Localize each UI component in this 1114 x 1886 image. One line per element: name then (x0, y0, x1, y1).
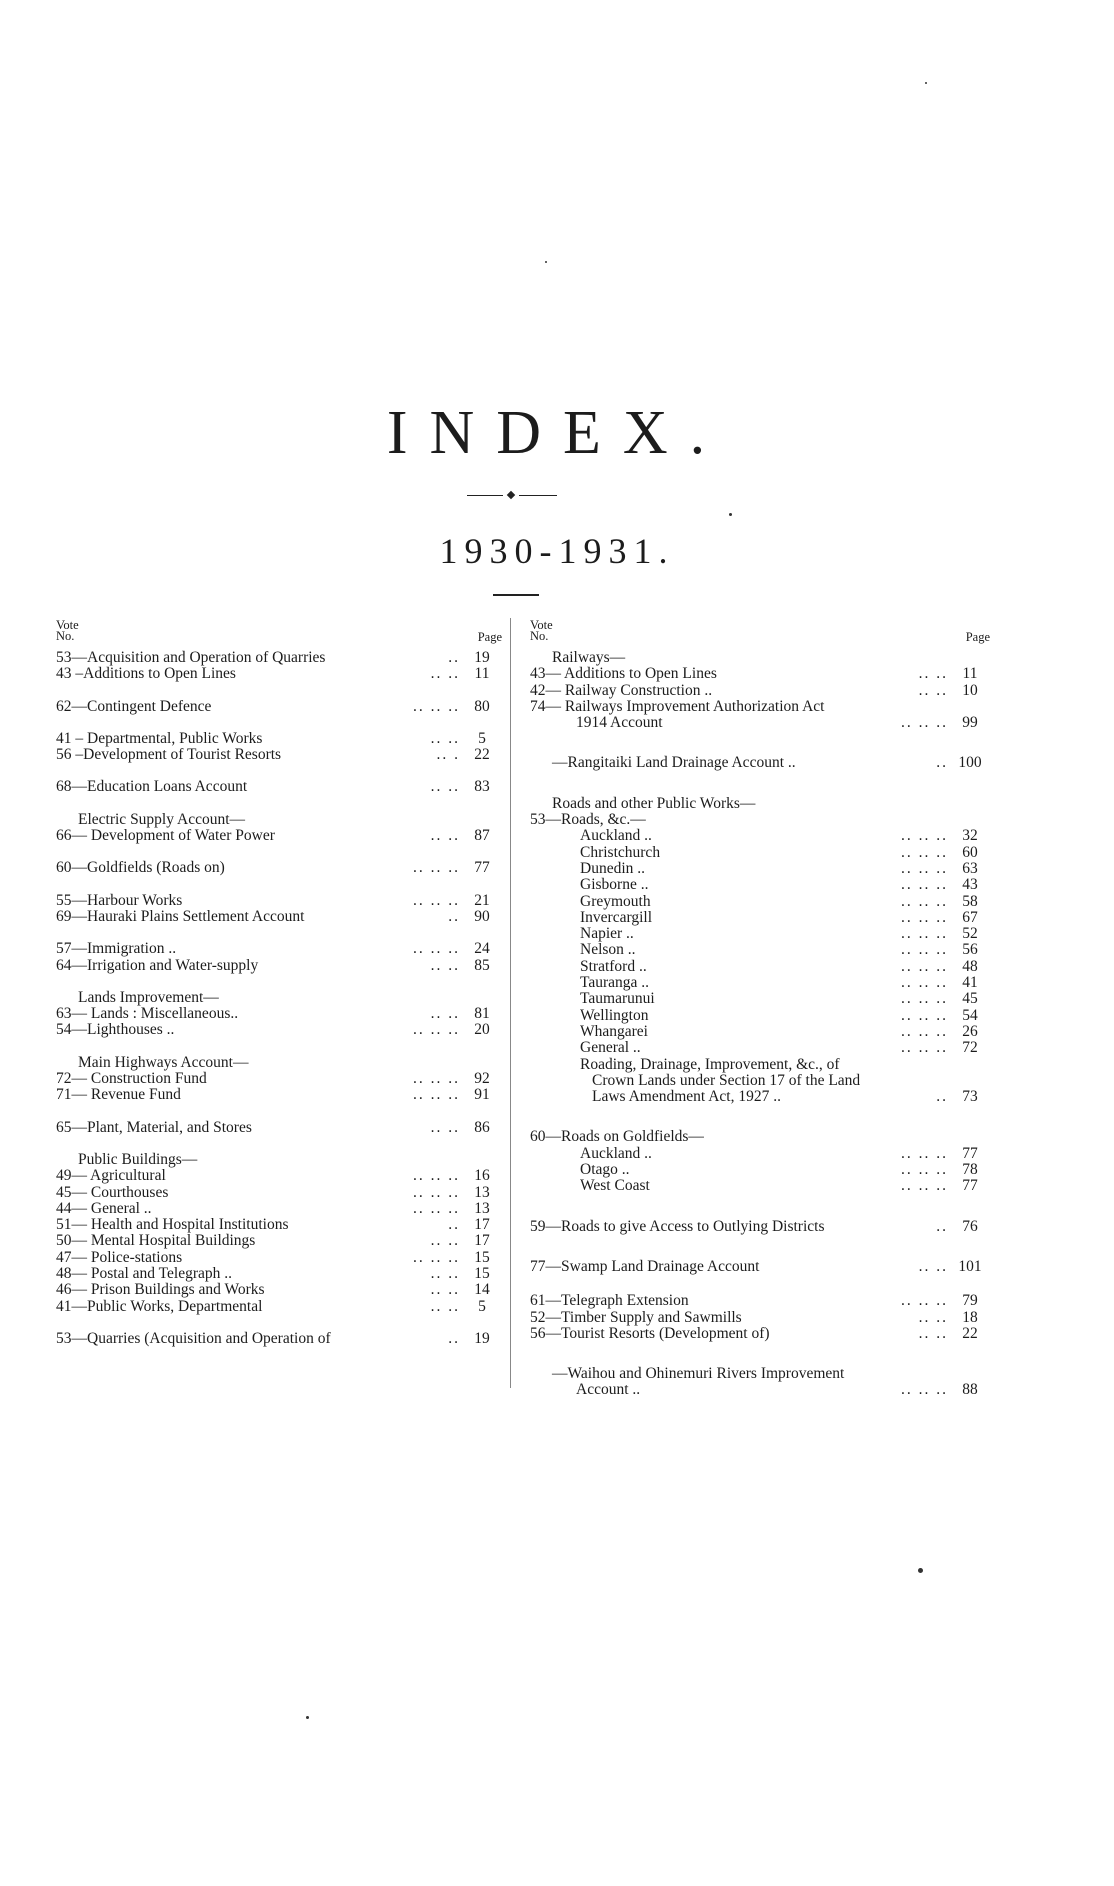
entry-spacer (56, 1315, 502, 1331)
entry-page-number: 80 (474, 697, 490, 715)
index-entry (530, 845, 990, 861)
index-entry (56, 1266, 502, 1282)
index-entry (530, 942, 990, 958)
index-entry (56, 1006, 502, 1022)
entry-page-number: 92 (474, 1070, 490, 1088)
entry-title: 61—Telegraph Extension (530, 1292, 689, 1310)
index-entry (530, 1057, 990, 1073)
leader-dots: .. .. .. (901, 876, 948, 894)
paper-speck (545, 261, 547, 263)
paper-speck (925, 82, 927, 84)
entry-title: Electric Supply Account— (78, 810, 246, 828)
entry-title: 44— General .. (56, 1199, 152, 1217)
entry-page-number: 81 (474, 1005, 490, 1023)
index-entry (530, 828, 990, 844)
entry-page-number: 90 (474, 907, 490, 925)
index-entry (530, 926, 990, 942)
entry-title: 46— Prison Buildings and Works (56, 1281, 265, 1299)
leader-dots: .. .. .. (413, 1248, 460, 1266)
leader-dots: .. .. .. (413, 1167, 460, 1185)
entry-page-number: 77 (474, 859, 490, 877)
entry-page-number: 24 (474, 940, 490, 958)
entry-title: 72— Construction Fund (56, 1070, 207, 1088)
leader-dots: .. .. .. (901, 1039, 948, 1057)
vote-heading (530, 620, 553, 642)
leader-dots: .. .. .. (901, 1292, 948, 1310)
entry-page-number: 76 (962, 1217, 978, 1235)
entry-spacer (56, 683, 502, 699)
leader-dots: .. .. .. (413, 940, 460, 958)
entry-title: Nelson .. (580, 941, 636, 959)
entry-title: Main Highways Account— (78, 1053, 249, 1071)
entry-page-number: 56 (962, 941, 978, 959)
index-entry (530, 666, 990, 682)
entry-title: 68—Education Loans Account (56, 778, 248, 796)
leader-dots: .. .. .. (901, 843, 948, 861)
index-entry (530, 1073, 990, 1089)
entry-title: 54—Lighthouses .. (56, 1021, 175, 1039)
entry-title: Auckland .. (580, 827, 652, 845)
index-entry (530, 1326, 990, 1342)
entry-page-number: 99 (962, 714, 978, 732)
entry-title: 49— Agricultural (56, 1167, 166, 1185)
leader-dots: .. .. .. (901, 941, 948, 959)
entry-title: Crown Lands under Section 17 of the Land (592, 1071, 861, 1089)
leader-dots: .. .. .. (901, 1022, 948, 1040)
index-entry (56, 1185, 502, 1201)
entry-title: 55—Harbour Works (56, 891, 183, 909)
entry-title: 41—Public Works, Departmental (56, 1297, 263, 1315)
index-entry (56, 893, 502, 909)
leader-dots: .. .. (430, 1281, 460, 1299)
entry-title: Taumarunui (580, 990, 655, 1008)
entry-spacer (56, 844, 502, 860)
entry-title: 41 – Departmental, Public Works (56, 729, 263, 747)
entry-title: Tauranga .. (580, 974, 650, 992)
leader-dots: .. .. .. (901, 1161, 948, 1179)
entry-spacer (56, 1136, 502, 1152)
entry-title: 56 –Development of Tourist Resorts (56, 746, 282, 764)
ornament-line-right (519, 495, 557, 496)
entry-page-number: 88 (962, 1381, 978, 1399)
index-entry (56, 1201, 502, 1217)
entry-page-number: 43 (962, 876, 978, 894)
title-ornament (467, 490, 557, 502)
entry-title: 74— Railways Improvement Authorization Act (530, 697, 825, 715)
index-entry (56, 1071, 502, 1087)
vote-no-label: No. (56, 629, 75, 643)
leader-dots: .. .. (430, 1232, 460, 1250)
entry-page-number: 10 (962, 681, 978, 699)
entry-page-number: 63 (962, 859, 978, 877)
index-entry (530, 877, 990, 893)
entry-page-number: 14 (474, 1281, 490, 1299)
entry-title: 71— Revenue Fund (56, 1086, 181, 1104)
index-entry (530, 894, 990, 910)
entry-title: 60—Roads on Goldfields— (530, 1128, 704, 1146)
entry-title: 60—Goldfields (Roads on) (56, 859, 225, 877)
entry-page-number: 19 (474, 1329, 490, 1347)
index-entry (56, 1217, 502, 1233)
index-entry (56, 812, 502, 828)
entry-title: 53—Roads, &c.— (530, 811, 646, 829)
entry-title: Railways— (552, 649, 626, 666)
index-entry (530, 812, 990, 828)
index-entry (530, 1089, 990, 1105)
paper-speck (918, 1568, 923, 1573)
entry-title: Whangarei (580, 1022, 648, 1040)
entry-spacer (530, 1342, 990, 1366)
entry-title: Laws Amendment Act, 1927 .. (592, 1088, 781, 1106)
entry-page-number: 45 (962, 990, 978, 1008)
entry-title: Account .. (576, 1381, 641, 1399)
index-entry (56, 1152, 502, 1168)
entry-title: 57—Immigration .. (56, 940, 177, 958)
vote-label: Vote (530, 618, 553, 632)
index-entry (530, 991, 990, 1007)
index-entry (56, 941, 502, 957)
column-divider (510, 618, 511, 1388)
leader-dots: .. .. .. (413, 1021, 460, 1039)
leader-dots: .. .. (918, 681, 948, 699)
entry-title: 47— Police-stations (56, 1248, 183, 1266)
index-entry (56, 1022, 502, 1038)
leader-dots: .. .. (430, 1005, 460, 1023)
leader-dots: .. .. .. (901, 1144, 948, 1162)
entry-page-number: 77 (962, 1177, 978, 1195)
page-heading: Page (965, 630, 990, 644)
entry-page-number: 73 (962, 1088, 978, 1106)
entry-page-number: 77 (962, 1144, 978, 1162)
entry-title: 53—Quarries (Acquisition and Operation of (56, 1329, 331, 1347)
index-entry (530, 1366, 990, 1382)
entry-spacer (530, 1195, 990, 1219)
entry-title: Gisborne .. (580, 876, 649, 894)
entry-page-number: 52 (962, 925, 978, 943)
column-header (530, 620, 990, 650)
leader-dots: .. .. .. (901, 974, 948, 992)
entry-spacer (530, 731, 990, 755)
entry-title: Wellington (580, 1006, 649, 1024)
leader-dots: .. .. (430, 778, 460, 796)
leader-dots: .. .. .. (413, 1199, 460, 1217)
leader-dots: .. .. .. (901, 1177, 948, 1195)
entry-spacer (56, 715, 502, 731)
entry-page-number: 20 (474, 1021, 490, 1039)
leader-dots: .. .. .. (901, 990, 948, 1008)
index-entry (530, 1146, 990, 1162)
index-entry (530, 975, 990, 991)
entry-page-number: 17 (474, 1232, 490, 1250)
entry-page-number: 48 (962, 957, 978, 975)
index-entry (530, 1293, 990, 1309)
leader-dots: .. .. (430, 729, 460, 747)
entry-page-number: 13 (474, 1199, 490, 1217)
leader-dots: .. .. .. (413, 891, 460, 909)
index-entry (530, 1382, 990, 1398)
index-entry (530, 1129, 990, 1145)
leader-dots: .. .. (918, 1257, 948, 1275)
entry-title: Auckland .. (580, 1144, 652, 1162)
leader-dots: .. .. .. (901, 714, 948, 732)
index-entry (530, 861, 990, 877)
entry-page-number: 22 (962, 1324, 978, 1342)
entry-page-number: 78 (962, 1161, 978, 1179)
entry-title: Lands Improvement— (78, 988, 219, 1006)
leader-dots: .. .. (430, 956, 460, 974)
index-entry (56, 958, 502, 974)
entry-spacer (530, 1235, 990, 1259)
entry-spacer (530, 1105, 990, 1129)
entry-page-number: 72 (962, 1039, 978, 1057)
entry-page-number: 87 (474, 827, 490, 845)
vote-no-label: No. (530, 629, 549, 643)
vote-heading (56, 620, 79, 642)
entry-page-number: 100 (958, 754, 982, 772)
entry-title: Roading, Drainage, Improvement, &c., of (580, 1055, 840, 1073)
entry-page-number: 15 (474, 1248, 490, 1266)
entry-page-number: 21 (474, 891, 490, 909)
entry-title: General .. (580, 1039, 641, 1057)
entry-page-number: 85 (474, 956, 490, 974)
leader-dots: .. .. (430, 1118, 460, 1136)
entry-title: Stratford .. (580, 957, 647, 975)
index-entry (56, 731, 502, 747)
index-entry (530, 1040, 990, 1056)
index-entry (530, 755, 990, 771)
entry-page-number: 86 (474, 1118, 490, 1136)
entry-title: 62—Contingent Defence (56, 697, 212, 715)
entry-spacer (530, 772, 990, 796)
leader-dots: .. (448, 907, 460, 925)
paper-speck (729, 513, 732, 516)
leader-dots: .. .. .. (901, 908, 948, 926)
entry-title: 48— Postal and Telegraph .. (56, 1265, 232, 1283)
entry-spacer (56, 796, 502, 812)
index-entry (530, 683, 990, 699)
leader-dots: .. .. (430, 1297, 460, 1315)
index-entry (56, 1168, 502, 1184)
leader-dots: .. .. (430, 1265, 460, 1283)
entry-title: 59—Roads to give Access to Outlying Districts (530, 1217, 825, 1235)
index-entry (530, 1178, 990, 1194)
year-heading: 1930-1931. (439, 531, 675, 571)
leader-dots: .. .. .. (901, 957, 948, 975)
leader-dots: .. .. .. (413, 1070, 460, 1088)
entry-page-number: 54 (962, 1006, 978, 1024)
entry-title: 52—Timber Supply and Sawmills (530, 1308, 742, 1326)
entry-title: Greymouth (580, 892, 651, 910)
entry-page-number: 11 (962, 665, 978, 683)
entry-page-number: 79 (962, 1292, 978, 1310)
entry-page-number: 5 (478, 1297, 486, 1315)
index-entry (530, 1162, 990, 1178)
entry-title: 66— Development of Water Power (56, 827, 275, 845)
leader-dots: .. .. (430, 827, 460, 845)
entry-page-number: 15 (474, 1265, 490, 1283)
index-entry (56, 990, 502, 1006)
entry-title: —Waihou and Ohinemuri Rivers Improvement (552, 1365, 845, 1383)
entry-title: 77—Swamp Land Drainage Account (530, 1257, 760, 1275)
leader-dots: .. .. .. (413, 1183, 460, 1201)
entry-page-number: 60 (962, 843, 978, 861)
index-entry (56, 1250, 502, 1266)
leader-dots: .. .. .. (413, 1086, 460, 1104)
index-entry (56, 699, 502, 715)
leader-dots: .. .. .. (901, 925, 948, 943)
leader-dots: .. .. (918, 1324, 948, 1342)
entry-title: Public Buildings— (78, 1150, 198, 1168)
index-entry (56, 1282, 502, 1298)
entry-spacer (56, 763, 502, 779)
leader-dots: .. .. .. (901, 1006, 948, 1024)
entry-title: 50— Mental Hospital Buildings (56, 1232, 256, 1250)
column-header (56, 620, 502, 650)
entry-title: Napier .. (580, 925, 634, 943)
index-entry (56, 1055, 502, 1071)
leader-dots: .. . (436, 746, 460, 764)
index-entry (530, 1008, 990, 1024)
entry-title: Otago .. (580, 1161, 630, 1179)
entry-spacer (530, 1275, 990, 1293)
leader-dots: .. .. (430, 665, 460, 683)
leader-dots: .. .. .. (901, 1381, 948, 1399)
entry-page-number: 17 (474, 1216, 490, 1234)
index-entry (56, 666, 502, 682)
entry-title: 43— Additions to Open Lines (530, 665, 717, 683)
index-entry (530, 1219, 990, 1235)
index-right-column (530, 620, 990, 1399)
entry-title: 63— Lands : Miscellaneous.. (56, 1005, 239, 1023)
index-entry (56, 747, 502, 763)
entry-title: 1914 Account (576, 714, 663, 732)
entry-title: Christchurch (580, 843, 661, 861)
paper-speck (306, 1716, 309, 1719)
leader-dots: .. (448, 1329, 460, 1347)
entry-title: Roads and other Public Works— (552, 794, 756, 812)
index-entry (530, 699, 990, 715)
entry-page-number: 41 (962, 974, 978, 992)
index-entry (56, 1120, 502, 1136)
entry-page-number: 19 (474, 649, 490, 666)
entry-spacer (56, 974, 502, 990)
index-entry (530, 715, 990, 731)
leader-dots: .. (936, 754, 948, 772)
index-entry (56, 909, 502, 925)
leader-dots: .. (936, 1217, 948, 1235)
page-title: INDEX. (386, 399, 728, 467)
index-entry (56, 1233, 502, 1249)
index-entry (530, 796, 990, 812)
leader-dots: .. .. (918, 1308, 948, 1326)
diamond-icon (507, 491, 515, 499)
entry-spacer (56, 1039, 502, 1055)
index-entry (56, 779, 502, 795)
leader-dots: .. .. .. (901, 827, 948, 845)
index-entry (530, 1310, 990, 1326)
vote-label: Vote (56, 618, 79, 632)
entry-page-number: 26 (962, 1022, 978, 1040)
index-entry (56, 1299, 502, 1315)
index-entry (530, 910, 990, 926)
year-underline (493, 594, 539, 596)
entry-spacer (56, 925, 502, 941)
entry-spacer (56, 877, 502, 893)
entry-page-number: 67 (962, 908, 978, 926)
index-entry (56, 860, 502, 876)
index-entry (56, 828, 502, 844)
entry-title: 51— Health and Hospital Institutions (56, 1216, 289, 1234)
index-entry (530, 1024, 990, 1040)
entry-title: 69—Hauraki Plains Settlement Account (56, 907, 305, 925)
entry-title: —Rangitaiki Land Drainage Account .. (552, 754, 796, 772)
entry-title: West Coast (580, 1177, 650, 1195)
leader-dots: .. .. .. (901, 859, 948, 877)
index-entry (530, 959, 990, 975)
index-entry (530, 650, 990, 666)
ornament-line-left (467, 495, 503, 496)
entry-page-number: 5 (478, 729, 486, 747)
entry-page-number: 58 (962, 892, 978, 910)
leader-dots: .. .. (918, 665, 948, 683)
index-entry (56, 650, 502, 666)
entry-spacer (56, 1104, 502, 1120)
entry-title: Dunedin .. (580, 859, 646, 877)
index-entry (56, 1087, 502, 1103)
entry-page-number: 91 (474, 1086, 490, 1104)
index-entry (56, 1331, 502, 1347)
entry-page-number: 83 (474, 778, 490, 796)
entry-title: 64—Irrigation and Water-supply (56, 956, 259, 974)
leader-dots: .. .. .. (413, 697, 460, 715)
entry-page-number: 101 (958, 1257, 982, 1275)
leader-dots: .. (448, 1216, 460, 1234)
leader-dots: .. .. .. (413, 859, 460, 877)
leader-dots: .. .. .. (901, 892, 948, 910)
entry-page-number: 16 (474, 1167, 490, 1185)
entry-title: 65—Plant, Material, and Stores (56, 1118, 252, 1136)
page-heading: Page (477, 630, 502, 644)
leader-dots: .. (936, 1088, 948, 1106)
entry-title: 43 –Additions to Open Lines (56, 665, 236, 683)
entry-page-number: 18 (962, 1308, 978, 1326)
entry-title: 56—Tourist Resorts (Development of) (530, 1324, 770, 1342)
entry-title: 42— Railway Construction .. (530, 681, 713, 699)
index-entry (530, 1259, 990, 1275)
entry-page-number: 22 (474, 746, 490, 764)
entry-title: Invercargill (580, 908, 653, 926)
index-left-column (56, 620, 502, 1347)
entry-page-number: 11 (474, 665, 490, 683)
entry-page-number: 13 (474, 1183, 490, 1201)
entry-title: 53—Acquisition and Operation of Quarries (56, 649, 326, 666)
entry-page-number: 32 (962, 827, 978, 845)
entry-title: 45— Courthouses (56, 1183, 169, 1201)
leader-dots: .. (448, 649, 460, 666)
